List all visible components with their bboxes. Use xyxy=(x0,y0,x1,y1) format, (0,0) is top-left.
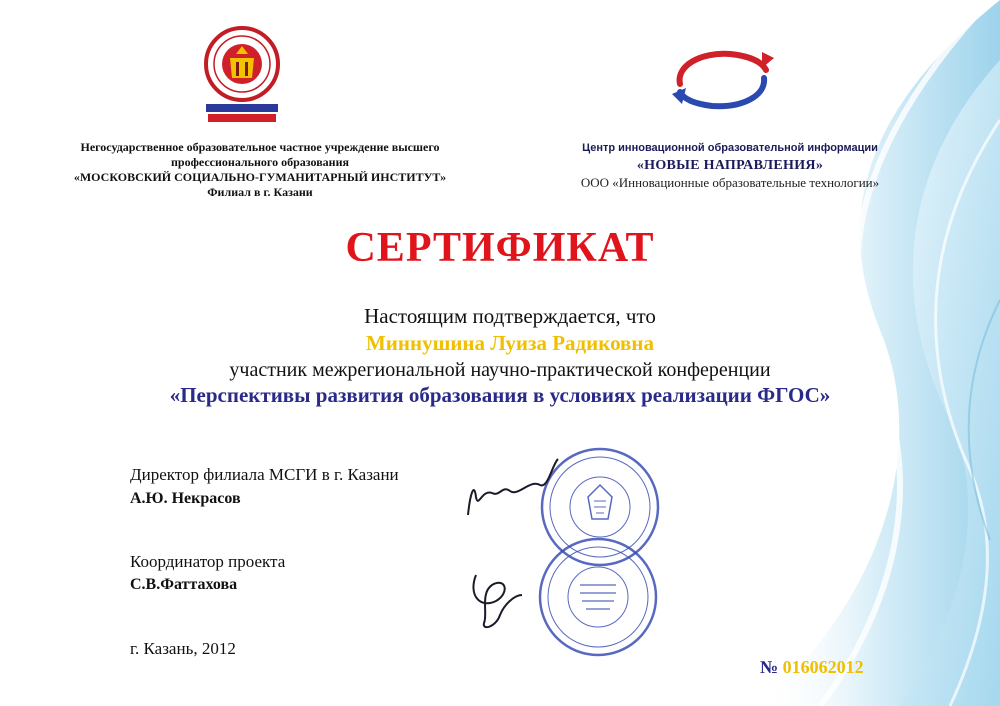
recipient-name: Миннушина Луиза Радиковна xyxy=(365,331,654,355)
institute-line: профессионального образования xyxy=(170,155,350,169)
institute-line: «МОСКОВСКИЙ СОЦИАЛЬНО-ГУМАНИТАРНЫЙ ИНСТИТУТ» xyxy=(73,170,447,184)
center-info xyxy=(520,140,940,191)
confirmation-text: Настоящим подтверждается, что xyxy=(364,304,656,328)
coordinator-signature xyxy=(473,575,522,627)
number-sign: № xyxy=(760,657,779,677)
coordinator-label: Координатор проекта xyxy=(130,552,286,571)
director-name: А.Ю. Некрасов xyxy=(130,490,241,507)
certificate-title: СЕРТИФИКАТ xyxy=(345,225,655,271)
signatures-and-stamps xyxy=(440,445,690,665)
institute-emblem-icon xyxy=(192,22,292,134)
center-company: ООО «Инновационные образовательные технологии» xyxy=(580,175,880,190)
institute-line: Филиал в г. Казани xyxy=(207,185,313,199)
center-name: Центр инновационной образовательной информации xyxy=(582,142,878,154)
circular-arrows-logo-icon xyxy=(662,44,782,114)
number-value: 016062012 xyxy=(782,657,864,677)
official-stamp-bottom xyxy=(540,539,656,655)
certificate-number xyxy=(760,657,864,678)
official-stamp-top xyxy=(542,449,658,565)
conference-name: «Перспективы развития образования в условиях реализации ФГОС» xyxy=(169,383,831,407)
center-brand: «НОВЫЕ НАПРАВЛЕНИЯ» xyxy=(636,158,824,173)
participant-role: участник межрегиональной научно-практической конференции xyxy=(229,359,771,381)
city-year: г. Казань, 2012 xyxy=(130,639,236,658)
coordinator-name: С.В.Фаттахова xyxy=(130,576,238,593)
institute-line: Негосударственное образовательное частное учреждение высшего xyxy=(80,140,440,154)
director-label: Директор филиала МСГИ в г. Казани xyxy=(130,465,399,484)
institute-info xyxy=(20,140,500,200)
